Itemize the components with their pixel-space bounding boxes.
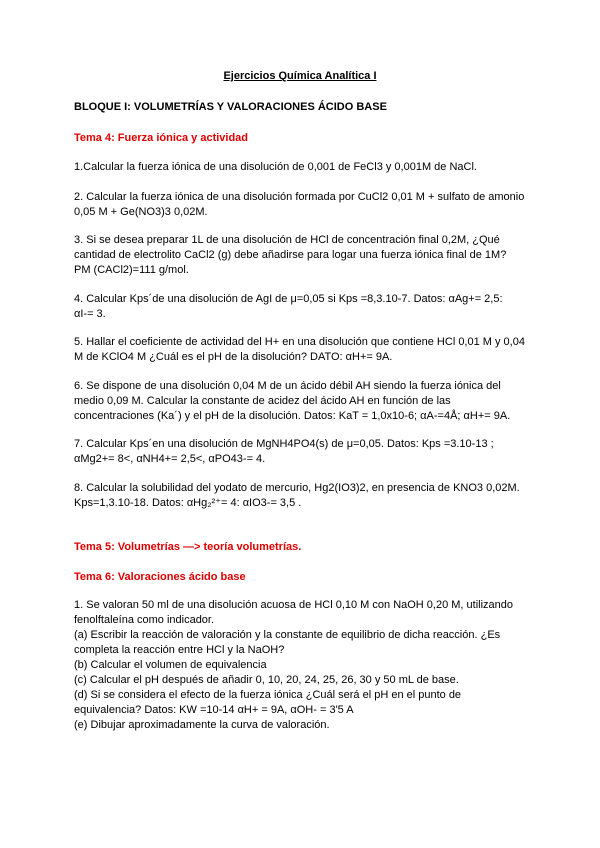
exercise-line: equivalencia? Datos: KW =10-14 αH+ = 9A, αOH- = 3'5 A <box>74 704 354 716</box>
exercise-8 <box>74 481 544 511</box>
exercise-line: 1.Calcular la fuerza iónica de una disolución de 0,001 de FeCl3 y 0,001M de NaCl. <box>74 161 477 173</box>
exercise-line: 3. Si se desea preparar 1L de una disolución de HCl de concentración final 0,2M, ¿Qué <box>74 234 500 246</box>
exercise-6 <box>74 379 544 424</box>
exercise-line: 6. Se dispone de una disolución 0,04 M de un ácido débil AH siendo la fuerza iónica del <box>74 380 501 392</box>
tema6-exercise-1 <box>74 598 544 733</box>
exercise-5 <box>74 335 544 365</box>
exercise-line: 4. Calcular Kps´de una disolución de AgI de μ=0,05 si Kps =8,3.10-7. Datos: αAg+= 2,5: <box>74 293 503 305</box>
tema5-heading: Tema 5: Volumetrías —> teoría volumetrías. <box>74 541 302 553</box>
exercise-line: fenolftaleína como indicador. <box>74 614 215 626</box>
exercise-line: concentraciones (Ka´) y el pH de la disolución. Datos: KaT = 1,0x10-6; αA-=4Å; αH+= 9A. <box>74 410 511 422</box>
exercise-line: cantidad de electrolito CaCl2 (g) debe añadirse para logar una fuerza iónica final de 1M? <box>74 249 507 261</box>
exercise-line: 7. Calcular Kps´en una disolución de MgNH4PO4(s) de μ=0,05. Datos: Kps =3.10-13 ; <box>74 438 494 450</box>
exercise-line: (d) Si se considera el efecto de la fuerza iónica ¿Cuál será el pH en el punto de <box>74 689 462 701</box>
exercise-4 <box>74 292 544 322</box>
exercise-line: (c) Calcular el pH después de añadir 0, 10, 20, 24, 25, 26, 30 y 50 mL de base. <box>74 674 459 686</box>
exercise-line: (a) Escribir la reacción de valoración y la constante de equilibrio de dicha reacción. ¿Es <box>74 629 501 641</box>
exercise-line: completa la reacción entre HCl y la NaOH? <box>74 644 285 656</box>
exercise-line: (e) Dibujar aproximadamente la curva de valoración. <box>74 719 330 731</box>
exercise-line: 0,05 M + Ge(NO3)3 0,02M. <box>74 206 208 218</box>
exercise-1 <box>74 160 544 175</box>
exercise-line: M de KClO4 M ¿Cuál es el pH de la disolución? DATO: αH+= 9A. <box>74 351 393 363</box>
exercise-line: PM (CACl2)=111 g/mol. <box>74 264 189 276</box>
exercise-line: (b) Calcular el volumen de equivalencia <box>74 659 267 671</box>
exercise-3 <box>74 233 544 278</box>
exercise-7 <box>74 437 544 467</box>
exercise-line: 5. Hallar el coeficiente de actividad del H+ en una disolución que contiene HCl 0,01 M y 0,04 <box>74 336 525 348</box>
exercise-line: medio 0,09 M. Calcular la constante de acidez del ácido AH en función de las <box>74 395 451 407</box>
tema6-heading: Tema 6: Valoraciones ácido base <box>74 571 246 583</box>
exercise-line: 1. Se valoran 50 ml de una disolución acuosa de HCl 0,10 M con NaOH 0,20 M, utilizando <box>74 599 514 611</box>
exercise-line: 2. Calcular la fuerza iónica de una disolución formada por CuCl2 0,01 M + sulfato de amonio <box>74 191 525 203</box>
block-heading: BLOQUE I: VOLUMETRÍAS Y VALORACIONES ÁCIDO BASE <box>74 101 387 113</box>
exercise-line: 8. Calcular la solubilidad del yodato de mercurio, Hg2(IO3)2, en presencia de KNO3 0,02M. <box>74 482 520 494</box>
exercise-2 <box>74 190 544 220</box>
exercise-line: αMg2+= 8<, αNH4+= 2,5<, αPO43-= 4. <box>74 453 266 465</box>
exercise-line: Kps=1,3.10-18. Datos: αHg₂²⁺= 4: αIO3-= 3,5 . <box>74 497 302 509</box>
tema4-heading: Tema 4: Fuerza iónica y actividad <box>74 132 249 144</box>
document-title: Ejercicios Química Analítica I <box>223 70 377 82</box>
exercise-line: αI-= 3. <box>74 308 106 320</box>
